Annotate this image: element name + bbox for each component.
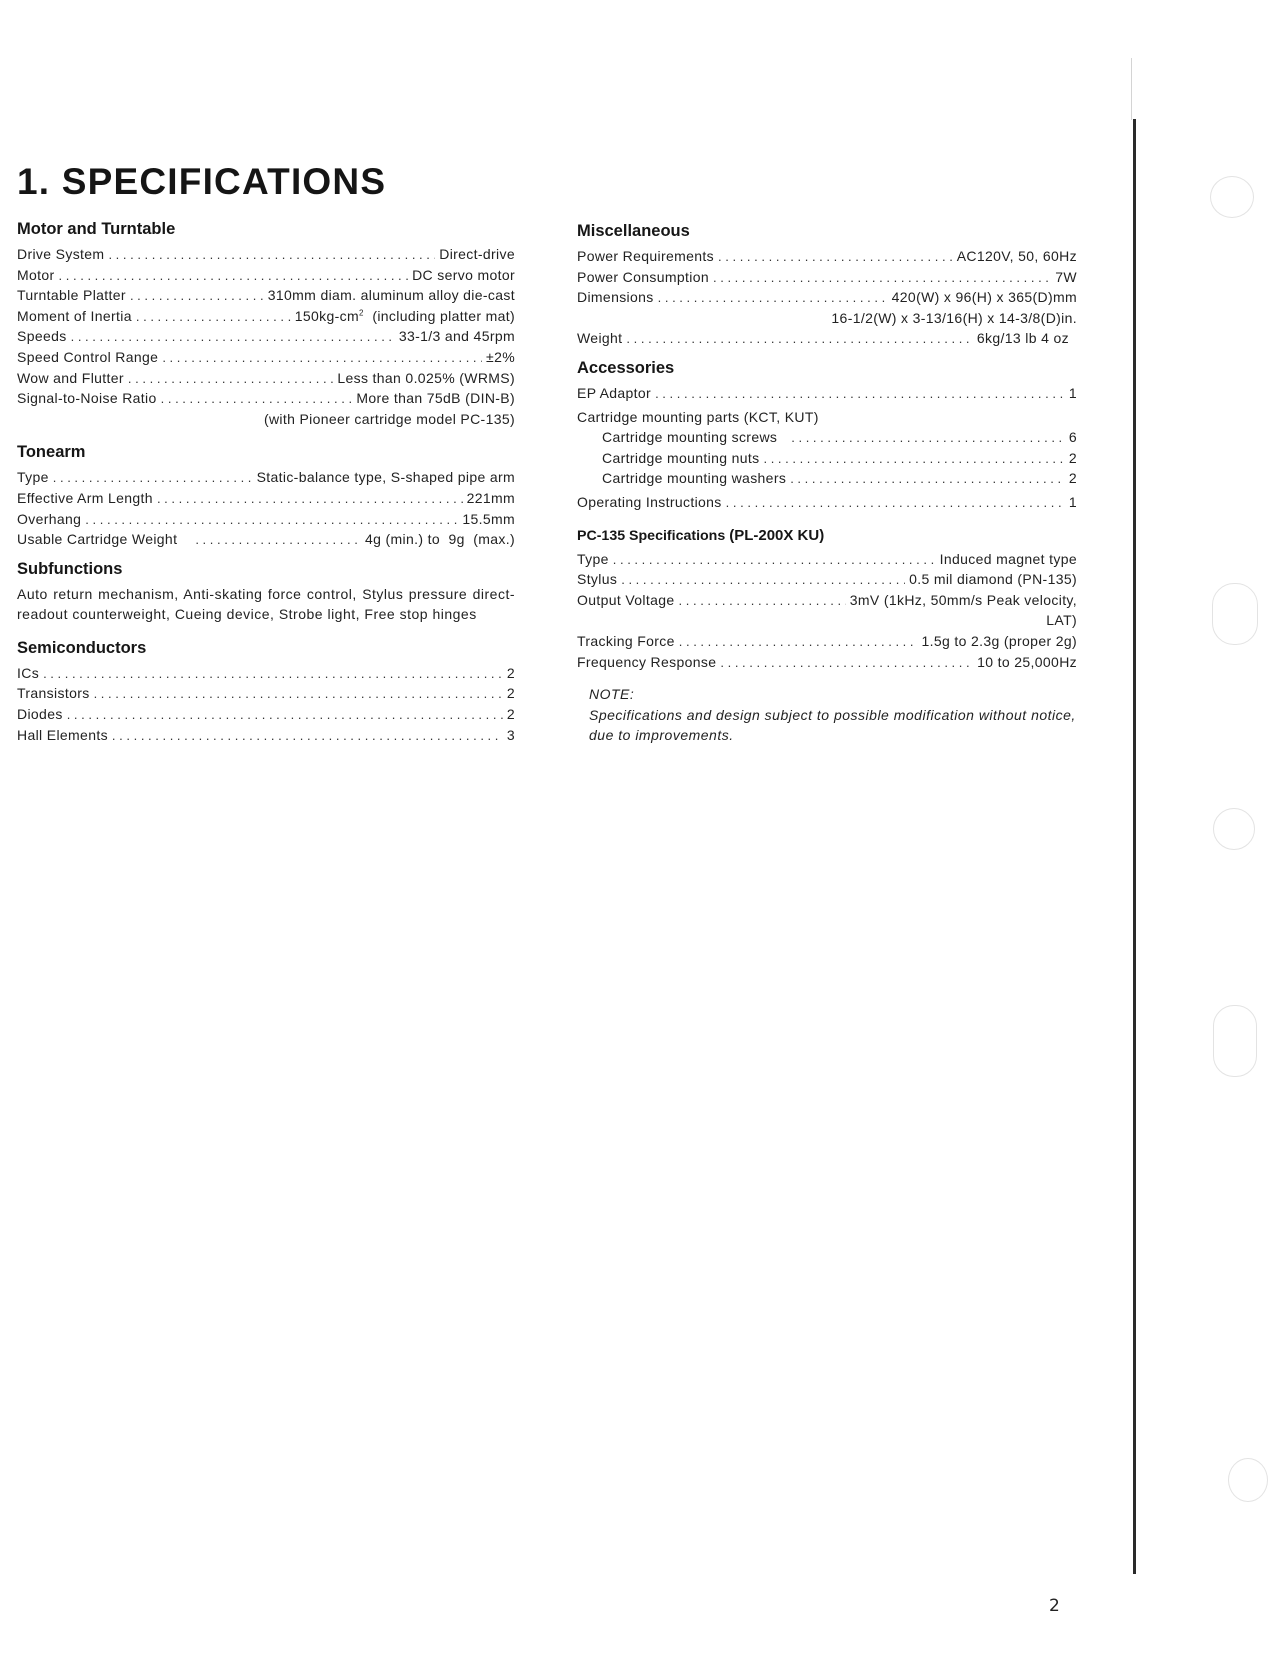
note-text: Specifications and design subject to possible modification without notice, due to improvements. — [589, 706, 1076, 744]
spec-label: Diodes — [17, 705, 63, 722]
spec-row-transistors — [17, 683, 515, 704]
spec-label: Stylus — [577, 571, 618, 588]
spec-value: 4g (min.) to 9g (max.) — [365, 531, 515, 548]
spec-row-output-voltage — [577, 590, 1077, 611]
pc135-model: (PL-200X KU) — [729, 526, 825, 544]
spec-row-ep-adaptor — [577, 383, 1077, 404]
dot-leader — [679, 632, 918, 653]
spec-value: Less than 0.025% (WRMS) — [337, 369, 515, 386]
spec-value: 3 — [506, 726, 515, 743]
section-heading: Motor and Turntable — [17, 220, 176, 238]
spec-label: EP Adaptor — [577, 384, 652, 401]
superscript: 2 — [359, 308, 364, 318]
spec-label: Frequency Response — [577, 653, 717, 670]
page-title: 1. SPECIFICATIONS — [17, 161, 387, 202]
spec-row-wow-flutter — [17, 368, 515, 389]
section-heading — [577, 525, 1077, 547]
note-label: NOTE: — [589, 686, 635, 703]
spec-row-type — [17, 467, 515, 488]
spec-value: 221mm — [466, 489, 515, 506]
section-accessories — [577, 357, 1077, 513]
spec-row-weight — [577, 328, 1077, 349]
spec-row-tracking-force — [577, 631, 1077, 652]
dot-leader — [53, 468, 253, 489]
dot-leader — [713, 268, 1051, 289]
cartridge-parts-label — [577, 407, 1077, 428]
section-semiconductors — [17, 637, 515, 745]
inertia-note: (including platter mat) — [363, 307, 515, 324]
spec-label: Weight — [577, 330, 623, 347]
spec-row-overhang — [17, 509, 515, 530]
dot-leader — [43, 664, 503, 685]
dot-leader — [679, 591, 846, 612]
spec-row-power-consumption — [577, 267, 1077, 288]
left-column — [17, 218, 515, 745]
spec-value: 2 — [1068, 470, 1077, 487]
spec-row-frequency-response — [577, 652, 1077, 673]
spec-row-diodes — [17, 704, 515, 725]
spec-value: Direct-drive — [439, 246, 515, 262]
spec-value: 15.5mm — [462, 510, 515, 527]
right-column — [577, 220, 1077, 746]
dot-leader — [67, 705, 503, 726]
spec-label: ICs — [17, 664, 40, 681]
spec-label: Speed Control Range — [17, 348, 159, 365]
spec-value: Induced magnet type — [939, 550, 1077, 567]
spec-row-ics — [17, 663, 515, 684]
dot-leader — [720, 653, 973, 674]
section-miscellaneous — [577, 220, 1077, 349]
spec-row-operating-instructions — [577, 492, 1077, 513]
spec-row-arm-length — [17, 488, 515, 509]
section-heading: Subfunctions — [17, 559, 123, 578]
dot-leader — [108, 245, 435, 266]
spec-value: 2 — [506, 705, 515, 722]
spec-row-snr — [17, 388, 515, 409]
spec-label: Turntable Platter — [17, 287, 126, 304]
section-motor-turntable — [17, 218, 515, 429]
dimensions-continued: 16-1/2(W) x 3-13/16(H) x 14-3/8(D)in. — [831, 309, 1077, 326]
note-block — [589, 684, 1077, 746]
spec-label: Speeds — [17, 328, 67, 345]
spec-label: Usable Cartridge Weight — [17, 531, 178, 548]
pc135-heading: PC-135 Specifications — [577, 527, 726, 544]
snr-continued: (with Pioneer cartridge model PC-135) — [263, 410, 515, 427]
page-number: 2 — [1049, 1596, 1060, 1616]
section-tonearm — [17, 441, 515, 549]
dot-leader — [85, 510, 458, 531]
punch-hole-icon — [1228, 1458, 1268, 1502]
spec-value: 420(W) x 96(H) x 365(D)mm — [891, 289, 1077, 306]
dot-leader — [763, 449, 1064, 470]
punch-hole-icon — [1213, 808, 1255, 850]
spec-row-speed-control-range — [17, 347, 515, 368]
section-heading: Semiconductors — [17, 638, 147, 657]
spec-value: ±2% — [486, 348, 515, 365]
inertia-value: 150kg-cm — [294, 307, 360, 324]
spec-label: Cartridge mounting parts (KCT, KUT) — [577, 408, 819, 425]
spec-value: AC120V, 50, 60Hz — [956, 248, 1077, 264]
spec-label: Signal-to-Noise Ratio — [17, 390, 157, 407]
spec-value: 3mV (1kHz, 50mm/s Peak velocity, — [849, 591, 1077, 608]
spec-label: Transistors — [17, 685, 90, 702]
dot-leader — [136, 307, 291, 328]
subfunctions-text: Auto return mechanism, Anti-skating force control, Stylus pressure direct-readout counterweight, Cueing device, Strobe light, Free stop hinges — [17, 585, 515, 623]
spec-row-cartridge-weight — [17, 529, 515, 550]
dot-leader — [726, 493, 1065, 514]
spec-label: Operating Instructions — [577, 493, 722, 510]
dot-leader — [655, 384, 1065, 405]
dot-leader — [718, 247, 953, 268]
spec-label: Cartridge mounting screws — [602, 429, 778, 446]
dot-leader — [613, 550, 936, 571]
spec-label: Power Consumption — [577, 268, 710, 285]
spec-value: 6 — [1068, 429, 1077, 446]
spec-label: Tracking Force — [577, 632, 675, 649]
dot-leader — [162, 348, 482, 369]
spec-label: Type — [17, 469, 49, 486]
spec-row-mounting-washers — [577, 468, 1077, 489]
spec-label: Hall Elements — [17, 726, 108, 743]
spec-value: 1 — [1068, 384, 1077, 401]
spec-value: 1.5g to 2.3g (proper 2g) — [921, 632, 1077, 649]
section-heading: Tonearm — [17, 443, 86, 462]
margin-rule — [1133, 119, 1136, 1574]
section-heading: Miscellaneous — [577, 222, 690, 240]
spec-label: Effective Arm Length — [17, 489, 153, 506]
spec-label: Motor — [17, 266, 55, 283]
output-voltage-continued: LAT) — [1046, 612, 1077, 629]
spec-value: 33-1/3 and 45rpm — [398, 328, 515, 345]
section-heading: Accessories — [577, 358, 675, 377]
punch-hole-icon — [1213, 1005, 1257, 1077]
dot-leader — [658, 288, 888, 309]
dot-leader — [157, 489, 463, 510]
spec-value: 7W — [1055, 268, 1077, 285]
dot-leader — [94, 684, 503, 705]
spec-row-power-requirements — [577, 246, 1077, 267]
dot-leader — [621, 570, 905, 591]
dot-leader — [790, 469, 1065, 490]
section-pc135-specifications — [577, 525, 1077, 673]
spec-row-turntable-platter — [17, 285, 515, 306]
spec-value: More than 75dB (DIN-B) — [356, 390, 515, 407]
spec-label: Wow and Flutter — [17, 369, 124, 386]
dot-leader — [791, 428, 1065, 449]
spec-row-moment-of-inertia — [17, 306, 515, 327]
spec-value — [295, 306, 515, 327]
dot-leader — [112, 726, 503, 747]
spec-row-mounting-screws — [577, 427, 1077, 448]
spec-row-speeds — [17, 326, 515, 347]
dot-leader — [626, 329, 973, 350]
spec-row-drive-system — [17, 244, 515, 265]
dot-leader — [71, 327, 395, 348]
spec-value: 0.5 mil diamond (PN-135) — [909, 571, 1077, 588]
spec-value: 2 — [1068, 449, 1077, 466]
spec-label: Moment of Inertia — [17, 307, 132, 324]
dot-leader — [161, 389, 353, 410]
spec-row-mounting-nuts — [577, 448, 1077, 469]
spec-value: Static-balance type, S-shaped pipe arm — [256, 469, 515, 486]
spec-label: Overhang — [17, 510, 82, 527]
spec-label: Type — [577, 550, 609, 567]
dot-leader — [59, 266, 409, 287]
spec-row-dimensions — [577, 287, 1077, 308]
punch-hole-icon — [1212, 583, 1258, 645]
spec-row-hall-elements — [17, 725, 515, 746]
section-subfunctions — [17, 558, 515, 625]
dot-leader — [130, 286, 264, 307]
spec-label: Dimensions — [577, 289, 654, 306]
dot-leader — [128, 369, 333, 390]
spec-value: 1 — [1068, 493, 1077, 510]
spec-value: 10 to 25,000Hz — [977, 653, 1077, 670]
spec-label: Output Voltage — [577, 591, 675, 608]
spec-value: DC servo motor — [412, 266, 515, 283]
spec-label: Cartridge mounting washers — [602, 470, 787, 487]
spec-label: Power Requirements — [577, 248, 715, 264]
spec-value: 6kg/13 lb 4 oz — [976, 330, 1069, 347]
margin-rule-faint — [1131, 58, 1132, 120]
spec-label: Cartridge mounting nuts — [602, 449, 760, 466]
spec-value: 310mm diam. aluminum alloy die-cast — [267, 287, 515, 304]
spec-row-motor — [17, 265, 515, 286]
punch-hole-icon — [1210, 176, 1254, 218]
spec-value: 2 — [506, 685, 515, 702]
dot-leader — [195, 530, 361, 551]
spec-row-cartridge-type — [577, 549, 1077, 570]
spec-label: Drive System — [17, 246, 105, 262]
spec-value: 2 — [506, 664, 515, 681]
spec-row-stylus — [577, 569, 1077, 590]
